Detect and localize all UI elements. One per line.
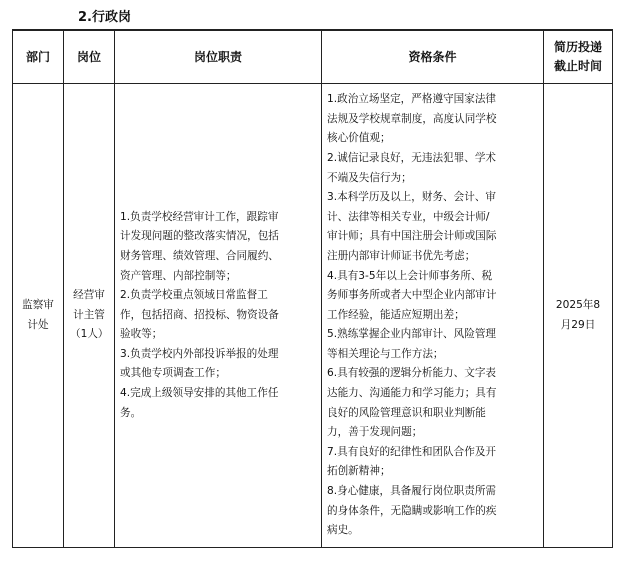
- header-deadline: [544, 30, 613, 84]
- duties-list: [120, 208, 317, 424]
- qualification-line: 5.熟练掌握企业内部审计、风险管理: [327, 328, 497, 341]
- position-line2: 计主管: [73, 308, 105, 321]
- qualifications-list: [327, 90, 539, 541]
- qualification-line: 拓创新精神；: [327, 465, 391, 478]
- dept-line2: 计处: [27, 318, 49, 331]
- dept-cell: [13, 84, 64, 548]
- qualification-line: 8.身心健康，具备履行岗位职责所需: [327, 485, 497, 498]
- position-cell: [64, 84, 115, 548]
- qualification-line: 核心价值观；: [327, 132, 391, 145]
- section-title: 2.行政岗: [78, 10, 131, 25]
- qualifications-cell: [322, 84, 544, 548]
- duties-cell: [115, 84, 322, 548]
- position-line3: （1人）: [70, 328, 109, 341]
- qualification-line: 的身体条件，无隐瞒或影响工作的疾: [327, 504, 497, 517]
- qualification-line: 达能力、沟通能力和学习能力；具有: [327, 387, 497, 400]
- qualification-line: 不端及失信行为；: [327, 171, 412, 184]
- duty-line: 3.负责学校内外部投诉举报的处理: [120, 347, 279, 360]
- qualification-line: 病史。: [327, 524, 359, 537]
- qualification-line: 注册内部审计师证书优先考虑；: [327, 249, 476, 262]
- qualification-line: 工作经验，能适应短期出差；: [327, 308, 465, 321]
- header-row: [13, 30, 613, 84]
- header-dept: 部门: [13, 30, 64, 84]
- qualification-line: 7.具有良好的纪律性和团队合作及开: [327, 445, 497, 458]
- duty-line: 财务管理、绩效管理、合同履约、: [120, 249, 279, 262]
- qualification-line: 务师事务所或者大中型企业内部审计: [327, 289, 497, 302]
- qualification-line: 等相关理论与工作方法；: [327, 347, 444, 360]
- duty-line: 2.负责学校重点领域日常监督工: [120, 289, 268, 302]
- qualification-line: 法规及学校规章制度，高度认同学校: [327, 112, 497, 125]
- duty-line: 计发现问题的整改落实情况，包括: [120, 230, 279, 243]
- duty-line: 1.负责学校经营审计工作，跟踪审: [120, 210, 279, 223]
- deadline-cell: [544, 84, 613, 548]
- qualification-line: 计、法律等相关专业，中级会计师/: [327, 210, 490, 223]
- duty-line: 作，包括招商、招投标、物资设备: [120, 308, 279, 321]
- qualification-line: 3.本科学历及以上，财务、会计、审: [327, 191, 497, 204]
- duty-line: 4.完成上级领导安排的其他工作任: [120, 387, 279, 400]
- deadline-line2: 月29日: [560, 318, 596, 331]
- qualification-line: 审计师；具有中国注册会计师或国际: [327, 230, 497, 243]
- qualification-line: 6.具有较强的逻辑分析能力、文字表: [327, 367, 497, 380]
- qualification-line: 1.政治立场坚定，严格遵守国家法律: [327, 93, 497, 106]
- header-qualifications: 资格条件: [322, 30, 544, 84]
- position-line1: 经营审: [73, 289, 105, 302]
- header-position: 岗位: [64, 30, 115, 84]
- qualification-line: 力，善于发现问题；: [327, 426, 423, 439]
- duty-line: 验收等；: [120, 328, 163, 341]
- deadline-line1: 2025年8: [555, 298, 601, 311]
- duty-line: 资产管理、内部控制等；: [120, 269, 237, 282]
- qualification-line: 2.诚信记录良好，无违法犯罪、学术: [327, 151, 497, 164]
- qualification-line: 4.具有3-5年以上会计师事务所、税: [327, 269, 493, 282]
- header-deadline-line2: 截止时间: [553, 59, 602, 73]
- table-row: [13, 84, 613, 548]
- header-duties: 岗位职责: [115, 30, 322, 84]
- dept-line1: 监察审: [22, 298, 54, 311]
- qualification-line: 良好的风险管理意识和职业判断能: [327, 406, 486, 419]
- duty-line: 务。: [120, 406, 142, 419]
- job-table: [12, 29, 613, 548]
- duty-line: 或其他专项调查工作；: [120, 367, 226, 380]
- header-deadline-line1: 简历投递: [553, 40, 602, 54]
